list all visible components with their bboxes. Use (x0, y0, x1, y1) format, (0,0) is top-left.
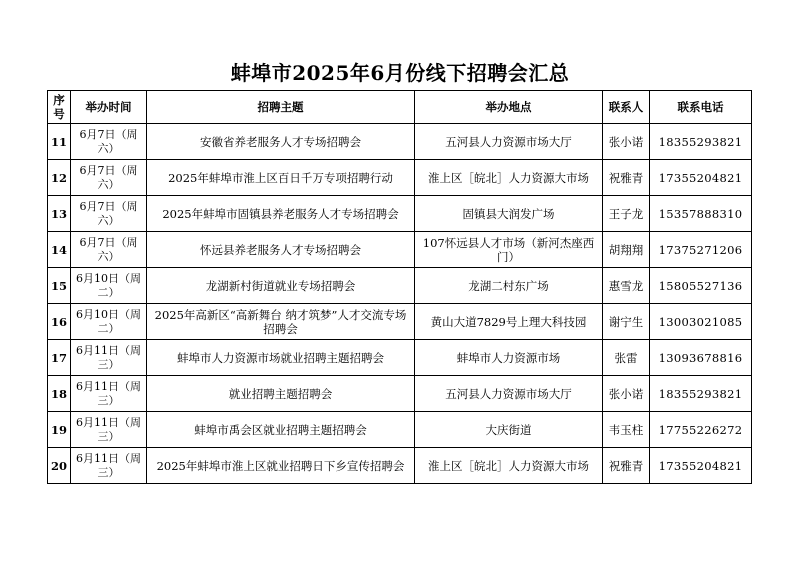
row-location: 龙湖二村东广场 (415, 268, 603, 304)
row-theme: 2025年蚌埠市淮上区就业招聘日下乡宣传招聘会 (147, 448, 415, 484)
row-contact: 张小诺 (603, 124, 650, 160)
row-no: 19 (48, 412, 71, 448)
row-no: 15 (48, 268, 71, 304)
row-location: 107怀远县人才市场（新河杰座西门） (415, 232, 603, 268)
header-phone: 联系电话 (650, 91, 752, 124)
row-no: 18 (48, 376, 71, 412)
row-location: 黄山大道7829号上理大科技园 (415, 304, 603, 340)
row-theme: 蚌埠市人力资源市场就业招聘主题招聘会 (147, 340, 415, 376)
row-contact: 祝雅青 (603, 160, 650, 196)
row-date: 6月11日（周三） (71, 412, 147, 448)
row-theme: 就业招聘主题招聘会 (147, 376, 415, 412)
row-location: 蚌埠市人力资源市场 (415, 340, 603, 376)
row-contact: 韦玉柱 (603, 412, 650, 448)
row-phone: 15805527136 (650, 268, 752, 304)
row-no: 11 (48, 124, 71, 160)
row-date: 6月7日（周六） (71, 124, 147, 160)
page-title: 蚌埠市2025年6月份线下招聘会汇总 (230, 61, 570, 85)
row-date: 6月11日（周三） (71, 376, 147, 412)
row-phone: 18355293821 (650, 124, 752, 160)
row-no: 20 (48, 448, 71, 484)
row-contact: 张雷 (603, 340, 650, 376)
header-row (48, 91, 752, 124)
row-phone: 17355204821 (650, 160, 752, 196)
row-no: 13 (48, 196, 71, 232)
row-date: 6月11日（周三） (71, 448, 147, 484)
row-phone: 15357888310 (650, 196, 752, 232)
header-contact: 联系人 (603, 91, 650, 124)
table-row (48, 340, 752, 376)
row-contact: 胡翔翔 (603, 232, 650, 268)
row-theme: 龙湖新村街道就业专场招聘会 (147, 268, 415, 304)
row-location: 淮上区［皖北］人力资源大市场 (415, 448, 603, 484)
header-location: 举办地点 (415, 91, 603, 124)
table-row (48, 196, 752, 232)
row-contact: 张小诺 (603, 376, 650, 412)
row-contact: 惠雪龙 (603, 268, 650, 304)
row-theme: 怀远县养老服务人才专场招聘会 (147, 232, 415, 268)
row-phone: 13093678816 (650, 340, 752, 376)
row-no: 17 (48, 340, 71, 376)
table-row (48, 412, 752, 448)
row-phone: 17755226272 (650, 412, 752, 448)
row-date: 6月10日（周二） (71, 268, 147, 304)
row-theme: 2025年蚌埠市固镇县养老服务人才专场招聘会 (147, 196, 415, 232)
row-phone: 13003021085 (650, 304, 752, 340)
row-contact: 祝雅青 (603, 448, 650, 484)
row-phone: 17375271206 (650, 232, 752, 268)
table-row (48, 160, 752, 196)
row-phone: 18355293821 (650, 376, 752, 412)
row-location: 五河县人力资源市场大厅 (415, 376, 603, 412)
row-theme: 蚌埠市禹会区就业招聘主题招聘会 (147, 412, 415, 448)
row-no: 12 (48, 160, 71, 196)
header-no: 序号 (48, 91, 71, 124)
table-row (48, 232, 752, 268)
table-row (48, 304, 752, 340)
row-date: 6月11日（周三） (71, 340, 147, 376)
row-no: 14 (48, 232, 71, 268)
table-row (48, 268, 752, 304)
table-row (48, 376, 752, 412)
row-date: 6月7日（周六） (71, 160, 147, 196)
table-row (48, 124, 752, 160)
row-location: 大庆街道 (415, 412, 603, 448)
row-theme: 安徽省养老服务人才专场招聘会 (147, 124, 415, 160)
header-date: 举办时间 (71, 91, 147, 124)
row-date: 6月7日（周六） (71, 232, 147, 268)
row-contact: 王子龙 (603, 196, 650, 232)
row-location: 淮上区［皖北］人力资源大市场 (415, 160, 603, 196)
row-date: 6月7日（周六） (71, 196, 147, 232)
row-location: 五河县人力资源市场大厅 (415, 124, 603, 160)
row-phone: 17355204821 (650, 448, 752, 484)
header-theme: 招聘主题 (147, 91, 415, 124)
row-date: 6月10日（周二） (71, 304, 147, 340)
job-fair-table (47, 90, 752, 484)
row-contact: 谢宁生 (603, 304, 650, 340)
table-row (48, 448, 752, 484)
row-no: 16 (48, 304, 71, 340)
row-location: 固镇县大润发广场 (415, 196, 603, 232)
row-theme: 2025年蚌埠市淮上区百日千万专项招聘行动 (147, 160, 415, 196)
row-theme: 2025年高新区“高新舞台 纳才筑梦”人才交流专场招聘会 (147, 304, 415, 340)
